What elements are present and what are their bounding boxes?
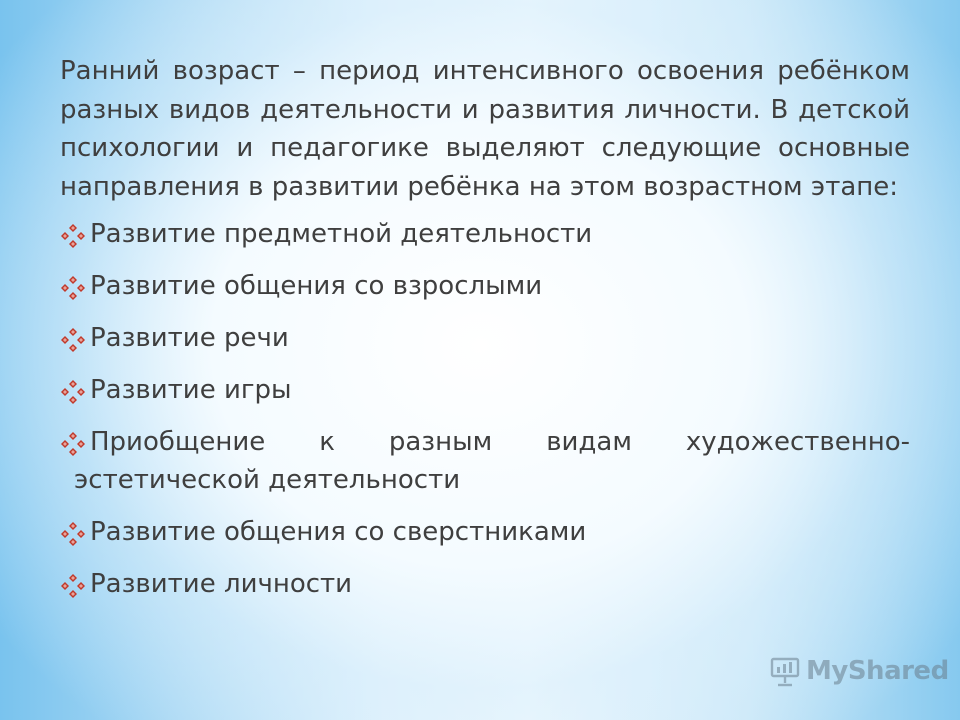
watermark-suffix: Shared bbox=[847, 656, 949, 686]
bullet-text-line-1: Приобщение к разным видам художественно- bbox=[90, 427, 910, 457]
diamond-cluster-icon bbox=[60, 431, 86, 457]
bullet-text: Развитие личности bbox=[90, 569, 353, 599]
watermark-text bbox=[806, 656, 949, 686]
diamond-cluster-icon bbox=[60, 379, 86, 405]
diamond-cluster-icon bbox=[60, 573, 86, 599]
watermark-prefix: My bbox=[806, 656, 848, 686]
list-item bbox=[60, 215, 910, 253]
list-item bbox=[60, 565, 910, 603]
bullet-text: Развитие предметной деятельности bbox=[90, 219, 593, 249]
bullet-text: Развитие игры bbox=[90, 375, 292, 405]
diamond-cluster-icon bbox=[60, 521, 86, 547]
presentation-board-icon bbox=[768, 654, 802, 688]
bullet-text: Развитие общения со взрослыми bbox=[90, 271, 543, 301]
diamond-cluster-icon bbox=[60, 327, 86, 353]
list-item bbox=[60, 267, 910, 305]
intro-paragraph: Ранний возраст – период интенсивного освоения ребёнком разных видов деятельности и развития личности. В детской психологии и педагогике выделяют следующие основные направления в развитии ребёнка на этом возрастном этапе: bbox=[60, 56, 910, 202]
diamond-cluster-icon bbox=[60, 223, 86, 249]
bullet-text-line-2: эстетической деятельности bbox=[74, 465, 461, 495]
diamond-cluster-icon bbox=[60, 275, 86, 301]
list-item bbox=[74, 423, 910, 499]
watermark bbox=[768, 654, 949, 688]
list-item bbox=[60, 371, 910, 409]
list-item bbox=[60, 513, 910, 551]
bullet-text: Развитие общения со сверстниками bbox=[90, 517, 587, 547]
bullet-list bbox=[60, 215, 910, 603]
list-item bbox=[60, 319, 910, 357]
bullet-text: Развитие речи bbox=[90, 323, 289, 353]
slide-content bbox=[60, 52, 910, 617]
